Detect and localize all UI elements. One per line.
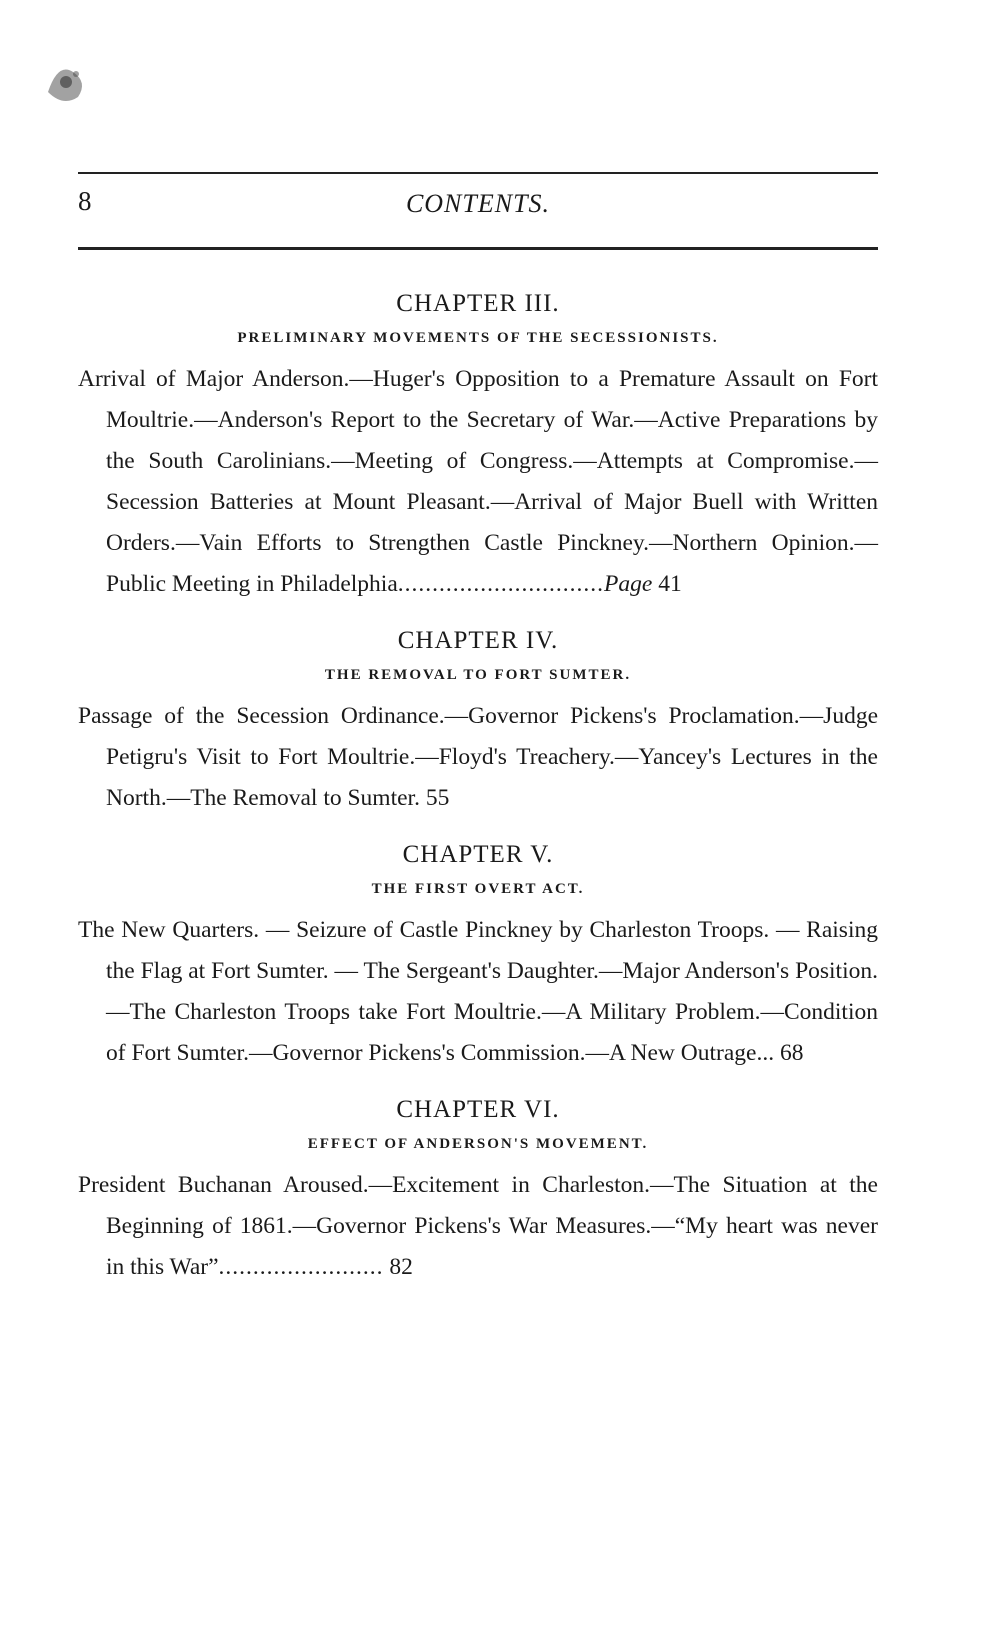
- page-reference: 82: [389, 1254, 413, 1280]
- page-reference: 68: [779, 1040, 804, 1066]
- page-label: Page: [604, 571, 653, 597]
- chapter-subtitle: EFFECT OF ANDERSON'S MOVEMENT.: [307, 1136, 649, 1152]
- chapter-entry-6: [78, 1096, 878, 1288]
- summary-text: Passage of the Secession Ordinance.—Governor Pickens's Proclamation.—Judge Petigru's Visit to Fort Moultrie.—Floyd's Treachery.—Yancey's Lectures in the North.—The Removal to Sumter.: [78, 703, 878, 811]
- chapter-subtitle: THE FIRST OVERT ACT.: [371, 881, 585, 897]
- running-title: CONTENTS.: [405, 189, 551, 218]
- chapter-title: CHAPTER VI.: [396, 1096, 560, 1123]
- chapter-title: CHAPTER III.: [396, 290, 560, 317]
- chapter-entry-5: [78, 841, 878, 1074]
- summary-text: President Buchanan Aroused.—Excitement in Charleston.—The Situation at the Beginning of 1861.—Governor Pickens's War Measures.—“My heart was never in this War”: [78, 1172, 878, 1280]
- summary-text: Arrival of Major Anderson.—Huger's Opposition to a Premature Assault on Fort Moultrie.—Anderson's Report to the Secretary of War.—Active Preparations by the South Carolinians.—Meeting of Congress.—Attempts at Compromise.—Secession Batteries at Mount Pleasant.—Arrival of Major Buell with Written Orders.—Vain Efforts to Strengthen Castle Pinckney.—Northern Opinion.—Public Meeting in Philadelphia: [78, 366, 878, 597]
- page-number: 8: [78, 186, 92, 216]
- chapter-entry-4: [78, 627, 878, 819]
- dot-leader: ........................: [218, 1254, 384, 1280]
- header-top-rule: [78, 172, 878, 174]
- summary-text: The New Quarters. — Seizure of Castle Pinckney by Charleston Troops. — Raising the Flag at Fort Sumter. — The Sergeant's Daughter.—Major Anderson's Position.—The Charleston Troops take Fort Moultrie.—A Military Problem.—Condition of Fort Sumter.—Governor Pickens's Commission.—A New Outrage...: [78, 917, 878, 1066]
- header-bottom-rule: [78, 247, 878, 250]
- page-reference: 55: [425, 785, 450, 811]
- chapter-summary: [78, 1165, 878, 1288]
- chapter-summary: [78, 359, 878, 605]
- chapter-subtitle: THE REMOVAL TO FORT SUMTER.: [324, 667, 632, 683]
- chapter-summary: [78, 910, 878, 1074]
- contents-list: [78, 290, 878, 1310]
- dot-leader: ..............................: [397, 571, 605, 597]
- chapter-subtitle: PRELIMINARY MOVEMENTS OF THE SECESSIONISTS.: [237, 330, 719, 346]
- ink-smudge-mark: [28, 52, 98, 112]
- chapter-entry-3: [78, 290, 878, 605]
- chapter-title: CHAPTER IV.: [397, 627, 559, 654]
- page-reference: 41: [658, 571, 682, 597]
- chapter-title: CHAPTER V.: [402, 841, 554, 868]
- chapter-summary: [78, 696, 878, 819]
